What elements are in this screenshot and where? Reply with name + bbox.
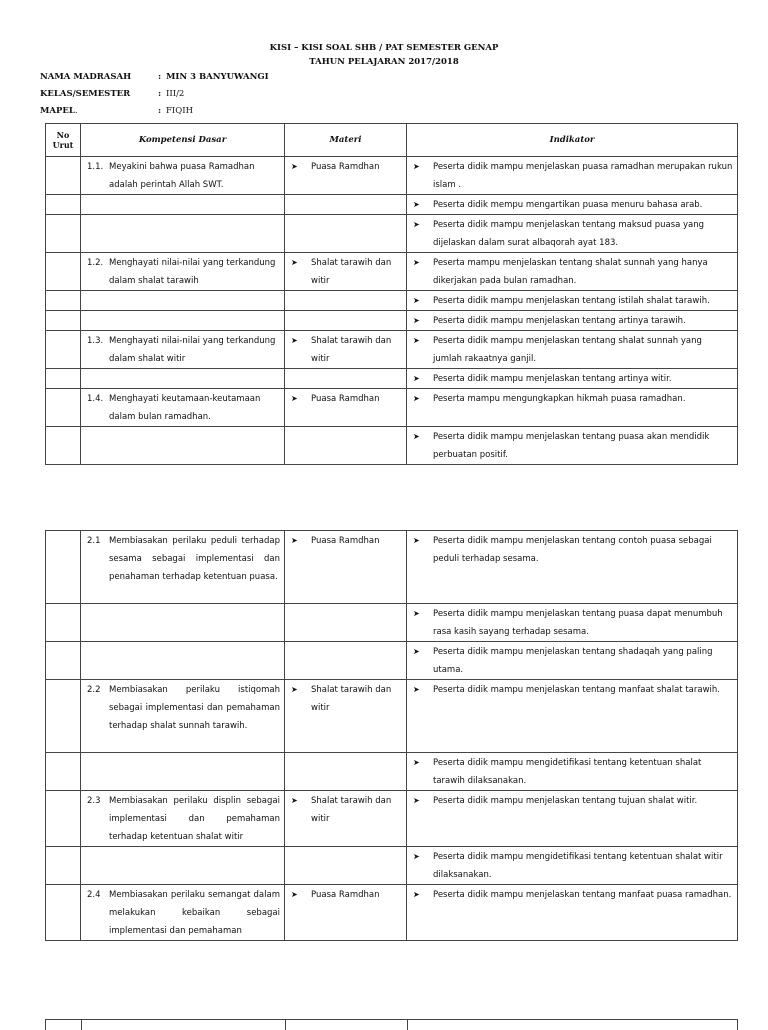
cell-indikator bbox=[407, 331, 738, 369]
kd-text: Menghayati nilai-nilai yang terkandung dalam shalat witir bbox=[109, 336, 276, 364]
header-no-urut: No Urut bbox=[46, 124, 81, 157]
arrow-bullet-icon: ➤ bbox=[413, 685, 420, 694]
cell-kompetensi-dasar bbox=[81, 791, 285, 847]
arrow-bullet-icon: ➤ bbox=[413, 890, 420, 899]
document-subtitle: TAHUN PELAJARAN 2017/2018 bbox=[309, 57, 459, 67]
meta-value: FIQIH bbox=[166, 106, 193, 116]
cell-materi bbox=[285, 791, 407, 847]
cell-no-urut bbox=[46, 847, 81, 885]
cell-materi bbox=[285, 331, 407, 369]
document-title: KISI – KISI SOAL SHB / PAT SEMESTER GENAP bbox=[269, 43, 499, 53]
kd-number: 1.2. bbox=[87, 258, 104, 268]
kd-number: 2.3 bbox=[87, 796, 101, 806]
cell-materi bbox=[285, 604, 407, 642]
cell-materi bbox=[285, 531, 407, 604]
cell-kompetensi-dasar bbox=[81, 215, 285, 253]
cell-materi bbox=[285, 195, 407, 215]
cell-no-urut bbox=[46, 311, 81, 331]
arrow-bullet-icon: ➤ bbox=[291, 536, 298, 545]
table-row bbox=[46, 791, 738, 847]
kisi-table-2 bbox=[45, 530, 738, 941]
table-row bbox=[46, 157, 738, 195]
arrow-bullet-icon: ➤ bbox=[413, 432, 420, 441]
table-row bbox=[46, 847, 738, 885]
cell-kompetensi-dasar bbox=[81, 311, 285, 331]
cell-kompetensi-dasar bbox=[81, 642, 285, 680]
cell-indikator bbox=[407, 369, 738, 389]
arrow-bullet-icon: ➤ bbox=[291, 685, 298, 694]
cell-kompetensi-dasar bbox=[81, 331, 285, 369]
table-row bbox=[46, 604, 738, 642]
kd-text: Membiasakan perilaku semangat dalam melakukan kebaikan sebagai implementasi dan pemahaman bbox=[109, 890, 280, 936]
meta-colon: : bbox=[158, 89, 162, 99]
indikator-text: Peserta didik mampu mengidetifikasi tentang ketentuan shalat tarawih dilaksanakan. bbox=[433, 758, 702, 786]
cell-no-urut bbox=[46, 369, 81, 389]
materi-text: Shalat tarawih dan witir bbox=[311, 336, 392, 364]
materi-text: Shalat tarawih dan witir bbox=[311, 796, 392, 824]
meta-label: KELAS/SEMESTER bbox=[40, 89, 131, 99]
materi-text: Puasa Ramdhan bbox=[311, 890, 380, 900]
materi-text: Puasa Ramdhan bbox=[311, 536, 380, 546]
kd-number: 1.3. bbox=[87, 336, 104, 346]
meta-label: MAPEL. bbox=[40, 106, 78, 116]
cell-no-urut bbox=[46, 157, 81, 195]
cell-kompetensi-dasar bbox=[81, 253, 285, 291]
cell-kompetensi-dasar bbox=[81, 753, 285, 791]
cell-materi bbox=[285, 389, 407, 427]
arrow-bullet-icon: ➤ bbox=[291, 796, 298, 805]
arrow-bullet-icon: ➤ bbox=[413, 336, 420, 345]
arrow-bullet-icon: ➤ bbox=[413, 220, 420, 229]
cell-indikator bbox=[407, 195, 738, 215]
meta-value: III/2 bbox=[166, 89, 185, 99]
indikator-text: Peserta didik mampu mengidetifikasi tentang ketentuan shalat witir dilaksanakan. bbox=[433, 852, 723, 880]
arrow-bullet-icon: ➤ bbox=[413, 316, 420, 325]
indikator-text: Peserta didik mampu menjelaskan tentang artinya tarawih. bbox=[433, 316, 686, 326]
meta-label: NAMA MADRASAH bbox=[40, 72, 132, 82]
cell-materi bbox=[285, 253, 407, 291]
cell-indikator bbox=[407, 642, 738, 680]
meta-colon: : bbox=[158, 106, 162, 116]
arrow-bullet-icon: ➤ bbox=[413, 796, 420, 805]
arrow-bullet-icon: ➤ bbox=[413, 758, 420, 767]
table-row bbox=[46, 331, 738, 369]
materi-text: Puasa Ramdhan bbox=[311, 394, 380, 404]
cell-kompetensi-dasar bbox=[81, 604, 285, 642]
indikator-text: Peserta didik mampu menjelaskan tentang puasa akan mendidik perbuatan positif. bbox=[433, 432, 710, 460]
cell-no-urut bbox=[46, 389, 81, 427]
table-row bbox=[46, 215, 738, 253]
kd-number: 2.1 bbox=[87, 536, 101, 546]
arrow-bullet-icon: ➤ bbox=[291, 258, 298, 267]
arrow-bullet-icon: ➤ bbox=[413, 609, 420, 618]
cell-no-urut bbox=[46, 642, 81, 680]
cell-no-urut bbox=[46, 531, 81, 604]
header-materi: Materi bbox=[285, 124, 407, 157]
arrow-bullet-icon: ➤ bbox=[413, 200, 420, 209]
table-row bbox=[46, 253, 738, 291]
arrow-bullet-icon: ➤ bbox=[413, 394, 420, 403]
cell-kompetensi-dasar bbox=[81, 157, 285, 195]
kd-number: 1.4. bbox=[87, 394, 104, 404]
kd-text: Menghayati keutamaan-keutamaan dalam bulan ramadhan. bbox=[109, 394, 261, 422]
kd-number: 2.2 bbox=[87, 685, 101, 695]
cell-kompetensi-dasar bbox=[81, 885, 285, 941]
arrow-bullet-icon: ➤ bbox=[413, 258, 420, 267]
cell-indikator bbox=[407, 157, 738, 195]
cell-indikator bbox=[407, 291, 738, 311]
indikator-text: Peserta didik mampu menjelaskan tentang maksud puasa yang dijelaskan dalam surat albaqorah ayat 183. bbox=[433, 220, 705, 248]
arrow-bullet-icon: ➤ bbox=[413, 374, 420, 383]
materi-text: Shalat tarawih dan witir bbox=[311, 258, 392, 286]
meta-value: MIN 3 BANYUWANGI bbox=[166, 72, 269, 82]
table-row bbox=[46, 389, 738, 427]
kd-text: Meyakini bahwa puasa Ramadhan adalah perintah Allah SWT. bbox=[109, 162, 255, 190]
materi-text: Shalat tarawih dan witir bbox=[311, 685, 392, 713]
cell-materi bbox=[285, 753, 407, 791]
table-header-row bbox=[46, 124, 738, 157]
indikator-text: Peserta didik mampu menjelaskan tentang contoh puasa sebagai peduli terhadap sesama. bbox=[433, 536, 712, 564]
next-table-top-edge bbox=[45, 1019, 738, 1030]
table-row bbox=[46, 753, 738, 791]
table-row bbox=[46, 195, 738, 215]
cell-materi bbox=[285, 215, 407, 253]
cell-kompetensi-dasar bbox=[81, 427, 285, 465]
indikator-text: Peserta didik mampu menjelaskan tentang puasa dapat menumbuh rasa kasih sayang terhadap sesama. bbox=[433, 609, 723, 637]
cell-kompetensi-dasar bbox=[81, 369, 285, 389]
indikator-text: Peserta didik mempu mengartikan puasa menuru bahasa arab. bbox=[433, 200, 703, 210]
cell-materi bbox=[285, 847, 407, 885]
header-indikator: Indikator bbox=[407, 124, 738, 157]
cell-materi bbox=[285, 680, 407, 753]
arrow-bullet-icon: ➤ bbox=[413, 647, 420, 656]
meta-colon: : bbox=[158, 72, 162, 82]
cell-kompetensi-dasar bbox=[81, 531, 285, 604]
cell-materi bbox=[285, 885, 407, 941]
table-row bbox=[46, 311, 738, 331]
indikator-text: Peserta didik mampu menjelaskan tentang artinya witir. bbox=[433, 374, 672, 384]
indikator-text: Peserta mampu menjelaskan tentang shalat sunnah yang hanya dikerjakan pada bulan ramadhan. bbox=[433, 258, 708, 286]
cell-indikator bbox=[407, 847, 738, 885]
cell-no-urut bbox=[46, 253, 81, 291]
header-kompetensi-dasar: Kompetensi Dasar bbox=[81, 124, 285, 157]
cell-indikator bbox=[407, 427, 738, 465]
cell-kompetensi-dasar bbox=[81, 389, 285, 427]
arrow-bullet-icon: ➤ bbox=[413, 296, 420, 305]
cell-indikator bbox=[407, 531, 738, 604]
kd-text: Menghayati nilai-nilai yang terkandung dalam shalat tarawih bbox=[109, 258, 276, 286]
indikator-text: Peserta didik mampu menjelaskan tentang shalat sunnah yang jumlah rakaatnya ganjil. bbox=[433, 336, 702, 364]
table-row bbox=[46, 680, 738, 753]
cell-no-urut bbox=[46, 753, 81, 791]
cell-materi bbox=[285, 311, 407, 331]
cell-no-urut bbox=[46, 195, 81, 215]
table-row bbox=[46, 369, 738, 389]
table-row bbox=[46, 427, 738, 465]
cell-indikator bbox=[407, 311, 738, 331]
table-row bbox=[46, 642, 738, 680]
indikator-text: Peserta didik mampu menjelaskan tentang shadaqah yang paling utama. bbox=[433, 647, 713, 675]
arrow-bullet-icon: ➤ bbox=[413, 852, 420, 861]
indikator-text: Peserta didik mampu menjelaskan tentang istilah shalat tarawih. bbox=[433, 296, 710, 306]
table-row bbox=[46, 885, 738, 941]
indikator-text: Peserta didik mampu menjelaskan tentang tujuan shalat witir. bbox=[433, 796, 698, 806]
indikator-text: Peserta didik mampu menjelaskan puasa ramadhan merupakan rukun islam . bbox=[433, 162, 733, 190]
cell-kompetensi-dasar bbox=[81, 195, 285, 215]
cell-indikator bbox=[407, 604, 738, 642]
cell-no-urut bbox=[46, 427, 81, 465]
cell-kompetensi-dasar bbox=[81, 680, 285, 753]
cell-no-urut bbox=[46, 331, 81, 369]
cell-no-urut bbox=[46, 791, 81, 847]
cell-no-urut bbox=[46, 885, 81, 941]
table-row bbox=[46, 531, 738, 604]
cell-materi bbox=[285, 157, 407, 195]
cell-materi bbox=[285, 642, 407, 680]
cell-kompetensi-dasar bbox=[81, 847, 285, 885]
cell-indikator bbox=[407, 253, 738, 291]
arrow-bullet-icon: ➤ bbox=[413, 536, 420, 545]
kisi-table-1 bbox=[45, 123, 738, 465]
cell-materi bbox=[285, 369, 407, 389]
indikator-text: Peserta didik mampu menjelaskan tentang manfaat shalat tarawih. bbox=[433, 685, 720, 695]
cell-no-urut bbox=[46, 604, 81, 642]
table-row bbox=[46, 291, 738, 311]
cell-kompetensi-dasar bbox=[81, 291, 285, 311]
materi-text: Puasa Ramdhan bbox=[311, 162, 380, 172]
arrow-bullet-icon: ➤ bbox=[291, 394, 298, 403]
kd-number: 2.4 bbox=[87, 890, 101, 900]
arrow-bullet-icon: ➤ bbox=[291, 162, 298, 171]
cell-indikator bbox=[407, 791, 738, 847]
kd-text: Membiasakan perilaku istiqomah sebagai implementasi dan pemahaman terhadap shalat sunnah tarawih. bbox=[109, 685, 280, 731]
cell-indikator bbox=[407, 885, 738, 941]
cell-indikator bbox=[407, 215, 738, 253]
cell-indikator bbox=[407, 753, 738, 791]
kd-text: Membiasakan perilaku peduli terhadap sesama sebagai implementasi dan penahaman terhadap ketentuan puasa. bbox=[109, 536, 280, 582]
cell-materi bbox=[285, 291, 407, 311]
cell-no-urut bbox=[46, 680, 81, 753]
kd-number: 1.1. bbox=[87, 162, 104, 172]
cell-materi bbox=[285, 427, 407, 465]
cell-no-urut bbox=[46, 291, 81, 311]
cell-indikator bbox=[407, 389, 738, 427]
arrow-bullet-icon: ➤ bbox=[291, 890, 298, 899]
arrow-bullet-icon: ➤ bbox=[291, 336, 298, 345]
kd-text: Membiasakan perilaku displin sebagai implementasi dan pemahaman terhadap ketentuan shalat witir bbox=[109, 796, 280, 842]
indikator-text: Peserta mampu mengungkapkan hikmah puasa ramadhan. bbox=[433, 394, 686, 404]
cell-indikator bbox=[407, 680, 738, 753]
cell-no-urut bbox=[46, 215, 81, 253]
indikator-text: Peserta didik mampu menjelaskan tentang manfaat puasa ramadhan. bbox=[433, 890, 732, 900]
arrow-bullet-icon: ➤ bbox=[413, 162, 420, 171]
